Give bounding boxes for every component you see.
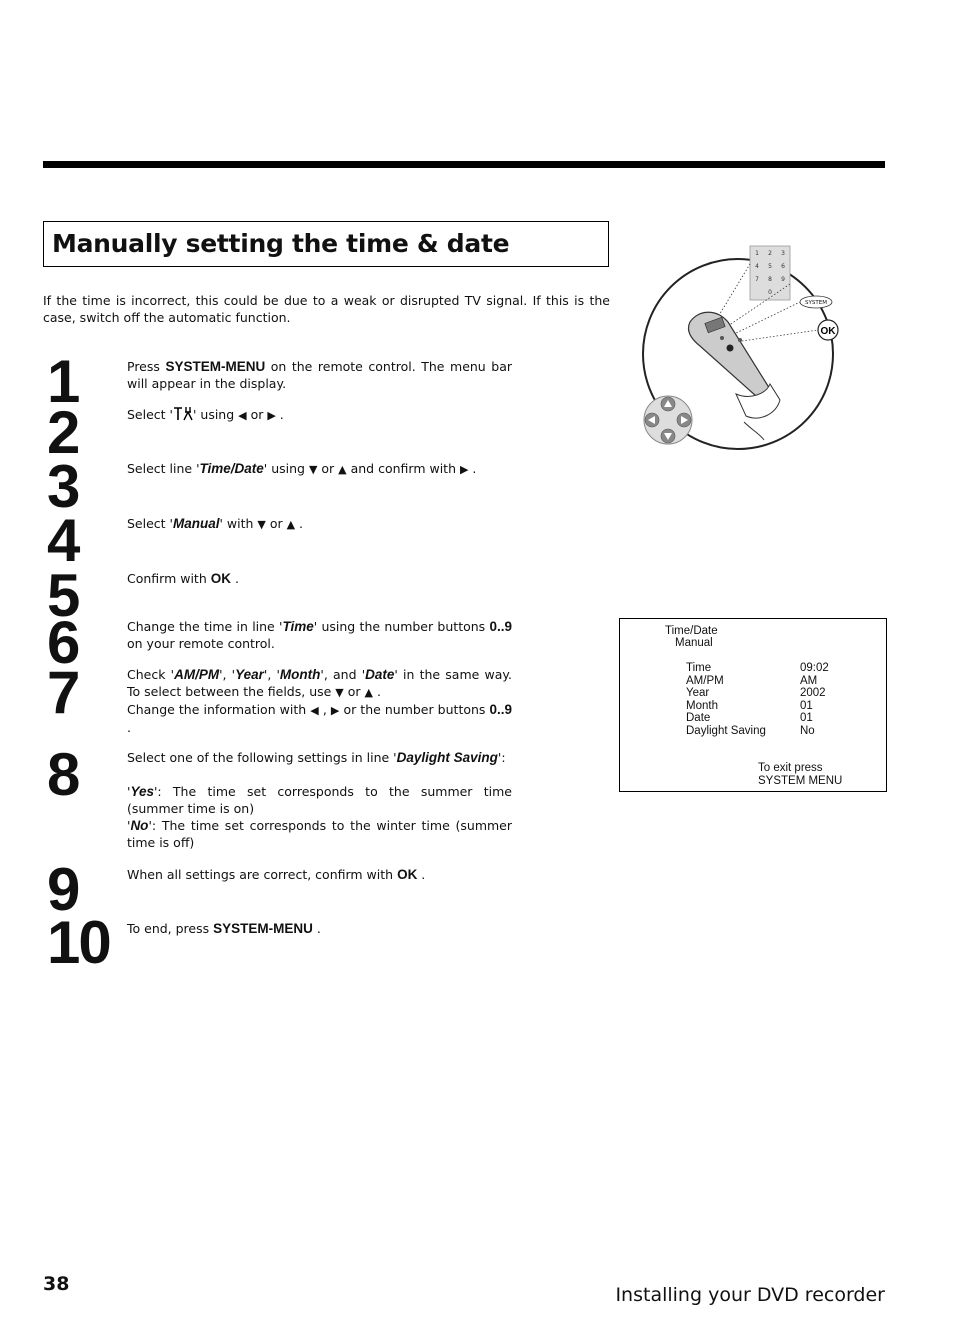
svg-text:3: 3	[781, 250, 785, 257]
step-number-10: 10	[47, 909, 110, 976]
step-text-5: Confirm with OK .	[127, 571, 239, 586]
step-text-3: Select line 'Time/Date' using ▼ or ▲ and confirm with ▶ .	[127, 461, 477, 476]
menu-exit-hint: To exit press	[758, 762, 823, 774]
page-number: 38	[43, 1273, 70, 1295]
step-text-7: Check 'AM/PM', 'Year', 'Month', and 'Date' in the same way. To select between the fields, use ▼ or ▲ . Change the information with ◀ , ▶ or the number buttons 0..9 .	[127, 667, 513, 735]
menu-row-value: No	[800, 725, 815, 737]
step-number-8: 8	[47, 741, 79, 808]
right-arrow-icon: ▶	[459, 463, 469, 476]
down-arrow-icon: ▼	[335, 686, 344, 699]
menu-row-label: Time	[686, 662, 712, 674]
option-yes: 'Yes': The time set corresponds to the summer time (summer time is on)	[127, 784, 512, 816]
svg-text:6: 6	[781, 263, 785, 270]
section-name: Installing your DVD recorder	[615, 1284, 885, 1306]
down-arrow-icon: ▼	[308, 463, 318, 476]
svg-text:1: 1	[755, 250, 759, 257]
menu-row-label: Daylight Saving	[686, 725, 766, 737]
step-number-9: 9	[47, 856, 79, 923]
step-number-6: 6	[47, 609, 79, 676]
left-arrow-icon: ◀	[310, 704, 319, 717]
step-number-4: 4	[47, 507, 79, 574]
step-text-2: Select ' ' using ◀ or ▶ .	[127, 406, 512, 425]
step-number-7: 7	[47, 659, 79, 726]
menu-row-value: 01	[800, 699, 813, 712]
svg-text:8: 8	[768, 276, 772, 283]
menu-row-label: AM/PM	[686, 674, 724, 687]
menu-row-label: Month	[686, 699, 718, 712]
step-text-4: Select 'Manual' with ▼ or ▲ .	[127, 516, 304, 531]
menu-row-value: AM	[800, 674, 818, 687]
step-text-1: Press SYSTEM-MENU on the remote control. The menu bar will appear in the display.	[127, 359, 512, 391]
right-arrow-icon: ▶	[267, 409, 276, 422]
step-text-10: To end, press SYSTEM-MENU .	[127, 921, 321, 936]
right-arrow-icon: ▶	[330, 704, 340, 717]
option-no: 'No': The time set corresponds to the winter time (summer time is off)	[127, 818, 512, 850]
menu-heading: Time/Date	[665, 625, 718, 637]
svg-text:7: 7	[755, 276, 759, 283]
step-number-1: 1	[47, 348, 79, 415]
down-arrow-icon: ▼	[257, 518, 266, 531]
up-arrow-icon: ▲	[286, 518, 296, 531]
top-rule	[43, 161, 885, 168]
system-menu-key: SYSTEM-MENU	[165, 359, 266, 374]
left-arrow-icon: ◀	[238, 409, 247, 422]
step-number-5: 5	[47, 562, 79, 629]
page-title: Manually setting the time & date	[52, 229, 510, 258]
menu-row-value: 2002	[800, 687, 826, 700]
ok-button-label: OK	[820, 326, 836, 337]
step-text-8: Select one of the following settings in line 'Daylight Saving': 'Yes': The time set corresponds to the summer time (summer time is on) 'No': The time set corresponds to the winter time (summer time is off)	[127, 750, 512, 850]
svg-text:5: 5	[768, 263, 772, 270]
remote-control-illustration	[640, 244, 845, 458]
section-title-box	[43, 221, 609, 267]
system-button-label: SYSTEM	[805, 300, 827, 306]
menu-row-value: 01	[800, 712, 813, 725]
menu-row-label: Date	[686, 712, 711, 725]
up-arrow-icon: ▲	[338, 463, 347, 476]
menu-row-value: 09:02	[800, 662, 829, 674]
step-text-6: Change the time in line 'Time' using the number buttons 0..9 on your remote control.	[127, 619, 512, 651]
menu-subheading: Manual	[675, 637, 713, 649]
svg-text:0: 0	[768, 289, 772, 296]
menu-row-label: Year	[686, 687, 710, 700]
svg-text:9: 9	[781, 276, 785, 283]
tools-icon	[173, 406, 193, 425]
up-arrow-icon: ▲	[364, 686, 373, 699]
svg-text:2: 2	[768, 250, 772, 257]
step-number-2: 2	[47, 399, 79, 466]
svg-text:4: 4	[755, 263, 759, 270]
menu-exit-key: SYSTEM MENU	[758, 774, 843, 787]
intro-paragraph: If the time is incorrect, this could be due to a weak or disrupted TV signal. If this is the case, switch off the automatic function.	[43, 293, 610, 325]
time-date-menu-display	[619, 618, 887, 792]
step-text-9: When all settings are correct, confirm with OK .	[127, 867, 426, 882]
step-number-3: 3	[47, 453, 79, 520]
